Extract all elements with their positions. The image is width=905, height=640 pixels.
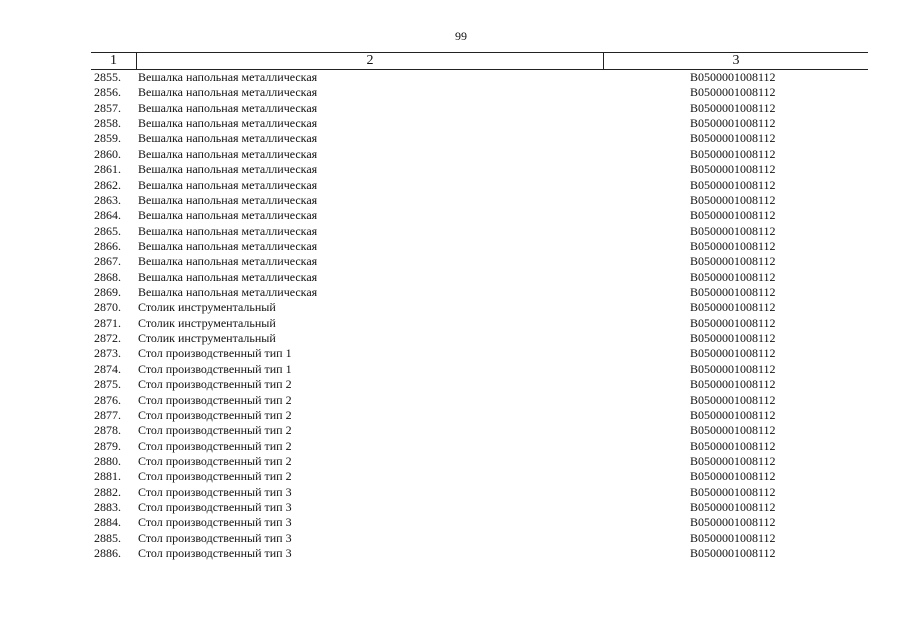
row-number: 2866. xyxy=(94,238,121,253)
row-number: 2879. xyxy=(94,438,121,453)
item-code: B0500001008112 xyxy=(690,162,776,177)
item-code: B0500001008112 xyxy=(690,346,776,361)
row-number: 2878. xyxy=(94,423,121,438)
table-row xyxy=(91,546,868,561)
item-code: B0500001008112 xyxy=(690,546,776,561)
table-row xyxy=(91,254,868,269)
item-name: Стол производственный тип 3 xyxy=(138,515,292,530)
table-row xyxy=(91,500,868,515)
row-number: 2880. xyxy=(94,453,121,468)
item-code: B0500001008112 xyxy=(690,192,776,207)
table-row xyxy=(91,208,868,223)
item-code: B0500001008112 xyxy=(690,254,776,269)
item-name: Вешалка напольная металлическая xyxy=(138,223,318,238)
item-code: B0500001008112 xyxy=(690,469,776,484)
row-number: 2858. xyxy=(94,116,121,131)
row-number: 2860. xyxy=(94,146,121,161)
item-name: Столик инструментальный xyxy=(138,315,276,330)
item-name: Вешалка напольная металлическая xyxy=(138,85,318,100)
table-row xyxy=(91,178,868,193)
row-number: 2884. xyxy=(94,515,121,530)
table-row xyxy=(91,193,868,208)
table-row xyxy=(91,285,868,300)
table-row xyxy=(91,147,868,162)
item-code: B0500001008112 xyxy=(690,100,776,115)
item-name: Стол производственный тип 3 xyxy=(138,546,292,561)
item-name: Столик инструментальный xyxy=(138,300,276,315)
item-name: Вешалка напольная металлическая xyxy=(138,192,318,207)
item-name: Вешалка напольная металлическая xyxy=(138,208,318,223)
item-code: B0500001008112 xyxy=(690,70,776,84)
item-name: Стол производственный тип 2 xyxy=(138,453,292,468)
item-code: B0500001008112 xyxy=(690,146,776,161)
item-name: Вешалка напольная металлическая xyxy=(138,254,318,269)
table-row xyxy=(91,331,868,346)
row-number: 2857. xyxy=(94,100,121,115)
row-number: 2867. xyxy=(94,254,121,269)
row-number: 2885. xyxy=(94,530,121,545)
item-code: B0500001008112 xyxy=(690,223,776,238)
item-name: Стол производственный тип 2 xyxy=(138,423,292,438)
row-number: 2874. xyxy=(94,361,121,376)
table-header xyxy=(91,52,868,70)
table-row xyxy=(91,239,868,254)
column-divider xyxy=(136,53,137,69)
table-row xyxy=(91,485,868,500)
row-number: 2863. xyxy=(94,192,121,207)
column-divider xyxy=(603,53,604,69)
item-code: B0500001008112 xyxy=(690,315,776,330)
item-name: Стол производственный тип 2 xyxy=(138,407,292,422)
header-col-1: 1 xyxy=(110,53,117,68)
table-row xyxy=(91,393,868,408)
item-name: Вешалка напольная металлическая xyxy=(138,238,318,253)
item-name: Стол производственный тип 2 xyxy=(138,438,292,453)
row-number: 2869. xyxy=(94,285,121,300)
item-code: B0500001008112 xyxy=(690,377,776,392)
table-row xyxy=(91,116,868,131)
item-name: Вешалка напольная металлическая xyxy=(138,116,318,131)
item-code: B0500001008112 xyxy=(690,361,776,376)
item-name: Стол производственный тип 2 xyxy=(138,392,292,407)
table-row xyxy=(91,469,868,484)
row-number: 2862. xyxy=(94,177,121,192)
item-code: B0500001008112 xyxy=(690,269,776,284)
item-code: B0500001008112 xyxy=(690,484,776,499)
table-row xyxy=(91,439,868,454)
row-number: 2871. xyxy=(94,315,121,330)
inventory-table xyxy=(91,52,868,562)
item-name: Вешалка напольная металлическая xyxy=(138,285,318,300)
item-name: Вешалка напольная металлическая xyxy=(138,131,318,146)
item-code: B0500001008112 xyxy=(690,85,776,100)
row-number: 2865. xyxy=(94,223,121,238)
item-code: B0500001008112 xyxy=(690,407,776,422)
item-code: B0500001008112 xyxy=(690,116,776,131)
table-row xyxy=(91,531,868,546)
item-name: Вешалка напольная металлическая xyxy=(138,100,318,115)
row-number: 2881. xyxy=(94,469,121,484)
header-col-3: 3 xyxy=(732,53,740,68)
table-row xyxy=(91,131,868,146)
row-number: 2868. xyxy=(94,269,121,284)
item-code: B0500001008112 xyxy=(690,285,776,300)
item-code: B0500001008112 xyxy=(690,530,776,545)
item-name: Стол производственный тип 3 xyxy=(138,500,292,515)
item-code: B0500001008112 xyxy=(690,453,776,468)
row-number: 2875. xyxy=(94,377,121,392)
row-number: 2882. xyxy=(94,484,121,499)
item-code: B0500001008112 xyxy=(690,131,776,146)
item-name: Стол производственный тип 1 xyxy=(138,361,292,376)
row-number: 2873. xyxy=(94,346,121,361)
header-col-2: 2 xyxy=(366,53,374,68)
table-row xyxy=(91,362,868,377)
item-code: B0500001008112 xyxy=(690,515,776,530)
table-row xyxy=(91,300,868,315)
table-row xyxy=(91,70,868,85)
table-row xyxy=(91,162,868,177)
row-number: 2855. xyxy=(94,70,121,84)
row-number: 2877. xyxy=(94,407,121,422)
item-code: B0500001008112 xyxy=(690,331,776,346)
table-row xyxy=(91,377,868,392)
row-number: 2876. xyxy=(94,392,121,407)
row-number: 2870. xyxy=(94,300,121,315)
item-name: Столик инструментальный xyxy=(138,331,276,346)
row-number: 2883. xyxy=(94,500,121,515)
item-name: Стол производственный тип 1 xyxy=(138,346,292,361)
page-number: 99 xyxy=(455,29,467,43)
item-name: Стол производственный тип 2 xyxy=(138,377,292,392)
item-code: B0500001008112 xyxy=(690,177,776,192)
row-number: 2856. xyxy=(94,85,121,100)
item-name: Стол производственный тип 3 xyxy=(138,530,292,545)
item-code: B0500001008112 xyxy=(690,392,776,407)
table-row xyxy=(91,346,868,361)
item-name: Стол производственный тип 3 xyxy=(138,484,292,499)
item-code: B0500001008112 xyxy=(690,500,776,515)
table-row xyxy=(91,515,868,530)
table-body xyxy=(91,70,868,562)
item-name: Вешалка напольная металлическая xyxy=(138,177,318,192)
item-name: Вешалка напольная металлическая xyxy=(138,269,318,284)
item-name: Вешалка напольная металлическая xyxy=(138,146,318,161)
table-row xyxy=(91,454,868,469)
row-number: 2872. xyxy=(94,331,121,346)
table-row xyxy=(91,270,868,285)
row-number: 2864. xyxy=(94,208,121,223)
table-row xyxy=(91,85,868,100)
table-row xyxy=(91,224,868,239)
item-code: B0500001008112 xyxy=(690,438,776,453)
row-number: 2859. xyxy=(94,131,121,146)
item-name: Вешалка напольная металлическая xyxy=(138,70,318,84)
item-code: B0500001008112 xyxy=(690,300,776,315)
table-row xyxy=(91,408,868,423)
item-code: B0500001008112 xyxy=(690,238,776,253)
item-code: B0500001008112 xyxy=(690,208,776,223)
table-row xyxy=(91,316,868,331)
table-row xyxy=(91,101,868,116)
item-code: B0500001008112 xyxy=(690,423,776,438)
item-name: Вешалка напольная металлическая xyxy=(138,162,318,177)
row-number: 2886. xyxy=(94,546,121,561)
row-number: 2861. xyxy=(94,162,121,177)
table-row xyxy=(91,423,868,438)
item-name: Стол производственный тип 2 xyxy=(138,469,292,484)
